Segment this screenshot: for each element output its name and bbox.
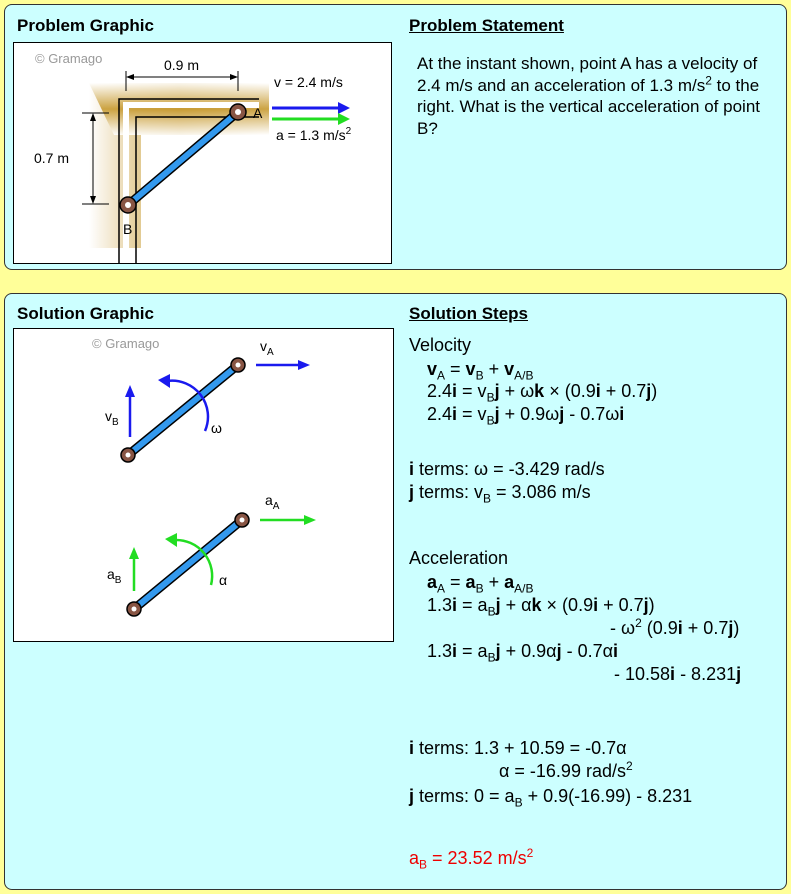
solution-panel xyxy=(4,293,787,890)
solution-graphic-title: Solution Graphic xyxy=(17,304,154,323)
solution-steps-title: Solution Steps xyxy=(409,304,528,323)
acceleration-eq-3: $1.3i = a_Bj + 0.9\alpha j - 0.7\alpha i$ xyxy=(427,641,619,665)
problem-statement-text: At the instant shown, point A has a velocity of 2.4 m/s and an acceleration of 1.3 $m/s^2$ to the right. What is the vertical acceleration of point B? xyxy=(417,54,760,138)
vA-arrow xyxy=(256,360,310,370)
point-a-label: A xyxy=(253,105,263,121)
copyright-text: © Gramago xyxy=(35,51,103,66)
solution-graphic xyxy=(13,328,394,642)
alpha-result: α = -16.99 rad/$s^2$ xyxy=(499,759,633,781)
acceleration-eq-2b: - $\omega^2$ (0.9i + 0.7j) xyxy=(610,616,740,638)
problem-graphic xyxy=(13,42,392,264)
acceleration-eq-2: $1.3i = a_Bj + \alpha k \times (0.9i + 0.7j)$ xyxy=(427,595,655,619)
copyright-text-solution: © Gramago xyxy=(92,336,160,351)
j-terms-acceleration: j terms: $0 = a_B + 0.9(-16.99) - 8.231$ xyxy=(409,786,693,810)
velocity-eq-2: $2.4i = v_Bj + \omega k \times (0.9i + 0.7j)$ xyxy=(427,381,658,405)
alpha-label: α xyxy=(219,572,228,588)
final-answer: $a_B = 23.52$ $m/s^2$ xyxy=(409,846,534,872)
acceleration-link-bar xyxy=(134,520,242,609)
i-terms-acceleration: i terms: 1.3 + 10.59 = -0.7α xyxy=(409,738,627,758)
point-b-label: B xyxy=(123,221,133,237)
omega-label: ω xyxy=(211,420,222,436)
velocity-arrow xyxy=(272,102,350,114)
dim-horizontal-label: 0.9 m xyxy=(164,57,200,73)
acceleration-label: a = 1.3 $m/s^2$ xyxy=(276,126,352,143)
vA-label: $v_A$ xyxy=(260,338,274,358)
velocity-label: v = 2.4 m/s xyxy=(274,74,343,90)
vB-label: $v_B$ xyxy=(105,408,119,428)
dim-vertical-label: 0.7 m xyxy=(34,150,70,166)
acceleration-arrow xyxy=(272,113,350,125)
aB-label: $a_B$ xyxy=(107,566,122,586)
problem-statement-title: Problem Statement xyxy=(409,16,564,35)
velocity-eq-3: $2.4i = v_Bj + 0.9\omega j - 0.7\omega i$ xyxy=(427,404,625,428)
aB-arrow xyxy=(129,547,139,591)
acceleration-eq-1: $a_A = a_B + a_{A/B}$ xyxy=(427,572,534,596)
velocity-link-bar xyxy=(128,365,238,455)
aA-label: $a_A$ xyxy=(265,492,280,512)
problem-panel xyxy=(4,4,787,270)
velocity-heading: Velocity xyxy=(409,335,472,355)
vb-result: j terms: $v_B = 3.086$ m/s xyxy=(409,482,591,506)
aA-arrow xyxy=(260,515,316,525)
vB-arrow xyxy=(125,385,135,437)
problem-graphic-title: Problem Graphic xyxy=(17,16,154,35)
velocity-eq-1: $v_A = v_B + v_{A/B}$ xyxy=(427,359,534,383)
acceleration-heading: Acceleration xyxy=(409,548,509,568)
omega-result: i terms: ω = -3.429 rad/s xyxy=(409,459,605,479)
acceleration-eq-3b: - 10.58i - 8.231j xyxy=(614,664,742,684)
